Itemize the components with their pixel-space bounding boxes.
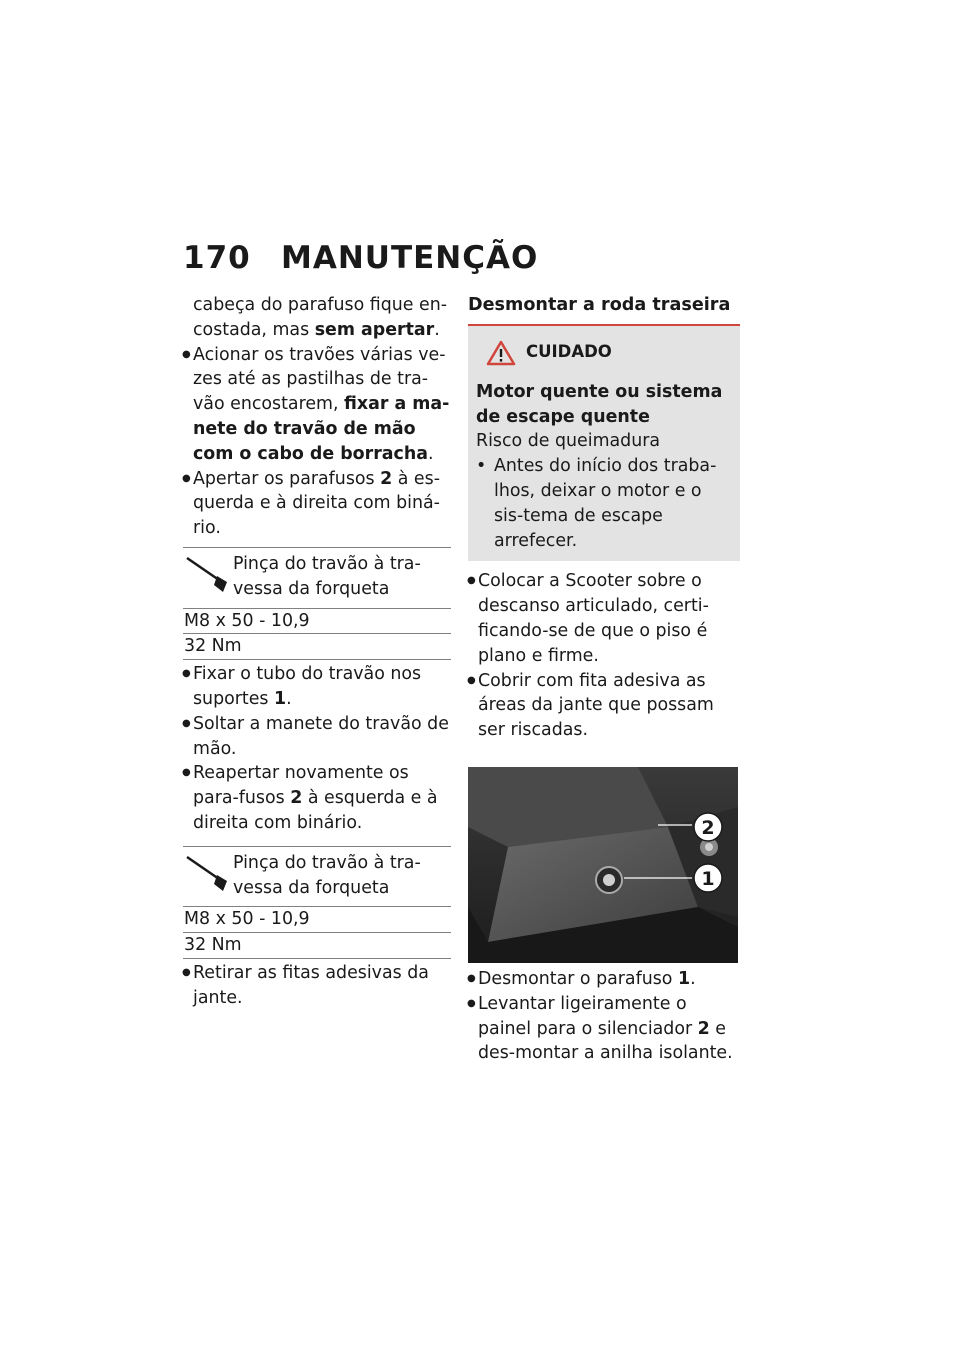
photo-label: 2: [701, 816, 715, 839]
page-number: 170: [183, 240, 251, 276]
list-item: ● Reapertar novamente os para-fusos 2 à esquerda e à direita com binário.: [183, 761, 451, 835]
list-item: ● Apertar os parafusos 2 à es-querda e à direita com biná-rio.: [183, 467, 451, 541]
left-column: [183, 293, 451, 1011]
torque-spec-table: [183, 547, 451, 660]
list-item: ● Fixar o tubo do travão nos suportes 1.: [183, 662, 451, 712]
photo-label: 1: [701, 867, 715, 890]
list-item: ● Colocar a Scooter sobre o descanso articulado, certi-ficando-se de que o piso é plano e firme.: [468, 569, 740, 668]
spec-row: M8 x 50 - 10,9: [183, 609, 451, 635]
caution-label: CUIDADO: [526, 342, 612, 362]
page-header: [183, 240, 538, 276]
list-item: ● Acionar os travões várias ve-zes até as pastilhas de tra-vão encostarem, fixar a ma-nete do travão de mão com o cabo de borracha.: [183, 343, 451, 467]
torque-spec-table: [183, 846, 451, 959]
continued-text: cabeça do parafuso fique en-costada, mas sem apertar.: [193, 295, 448, 340]
spec-title: Pinça do travão à tra-vessa da forqueta: [233, 852, 421, 898]
muffler-panel-photo: [468, 767, 738, 963]
warning-triangle-icon: [486, 340, 516, 366]
section-title: Desmontar a roda traseira: [468, 295, 731, 315]
list-item: ● Cobrir com fita adesiva as áreas da jante que possam ser riscadas.: [468, 669, 740, 743]
right-column: [468, 293, 740, 1066]
list-item: ● Desmontar o parafuso 1.: [468, 967, 740, 992]
list-item: ● Retirar as fitas adesivas da jante.: [183, 961, 451, 1011]
caution-heading: Motor quente ou sistema de escape quente: [476, 381, 723, 427]
caution-item: • Antes do início dos traba-lhos, deixar o motor e o sis-tema de escape arrefecer.: [476, 454, 732, 553]
torque-wrench-icon: [183, 552, 233, 596]
torque-wrench-icon: [183, 851, 233, 895]
spec-row: 32 Nm: [184, 935, 242, 956]
chapter-title: MANUTENÇÃO: [281, 240, 539, 276]
caution-risk: Risco de queimadura: [476, 431, 661, 452]
spec-row: 32 Nm: [184, 636, 242, 657]
list-item: ● Soltar a manete do travão de mão.: [183, 712, 451, 762]
caution-box: [468, 324, 740, 562]
spec-row: M8 x 50 - 10,9: [183, 907, 451, 933]
list-item: ● Levantar ligeiramente o painel para o silenciador 2 e des-montar a anilha isolante.: [468, 992, 740, 1066]
spec-title: Pinça do travão à tra-vessa da forqueta: [233, 553, 421, 599]
